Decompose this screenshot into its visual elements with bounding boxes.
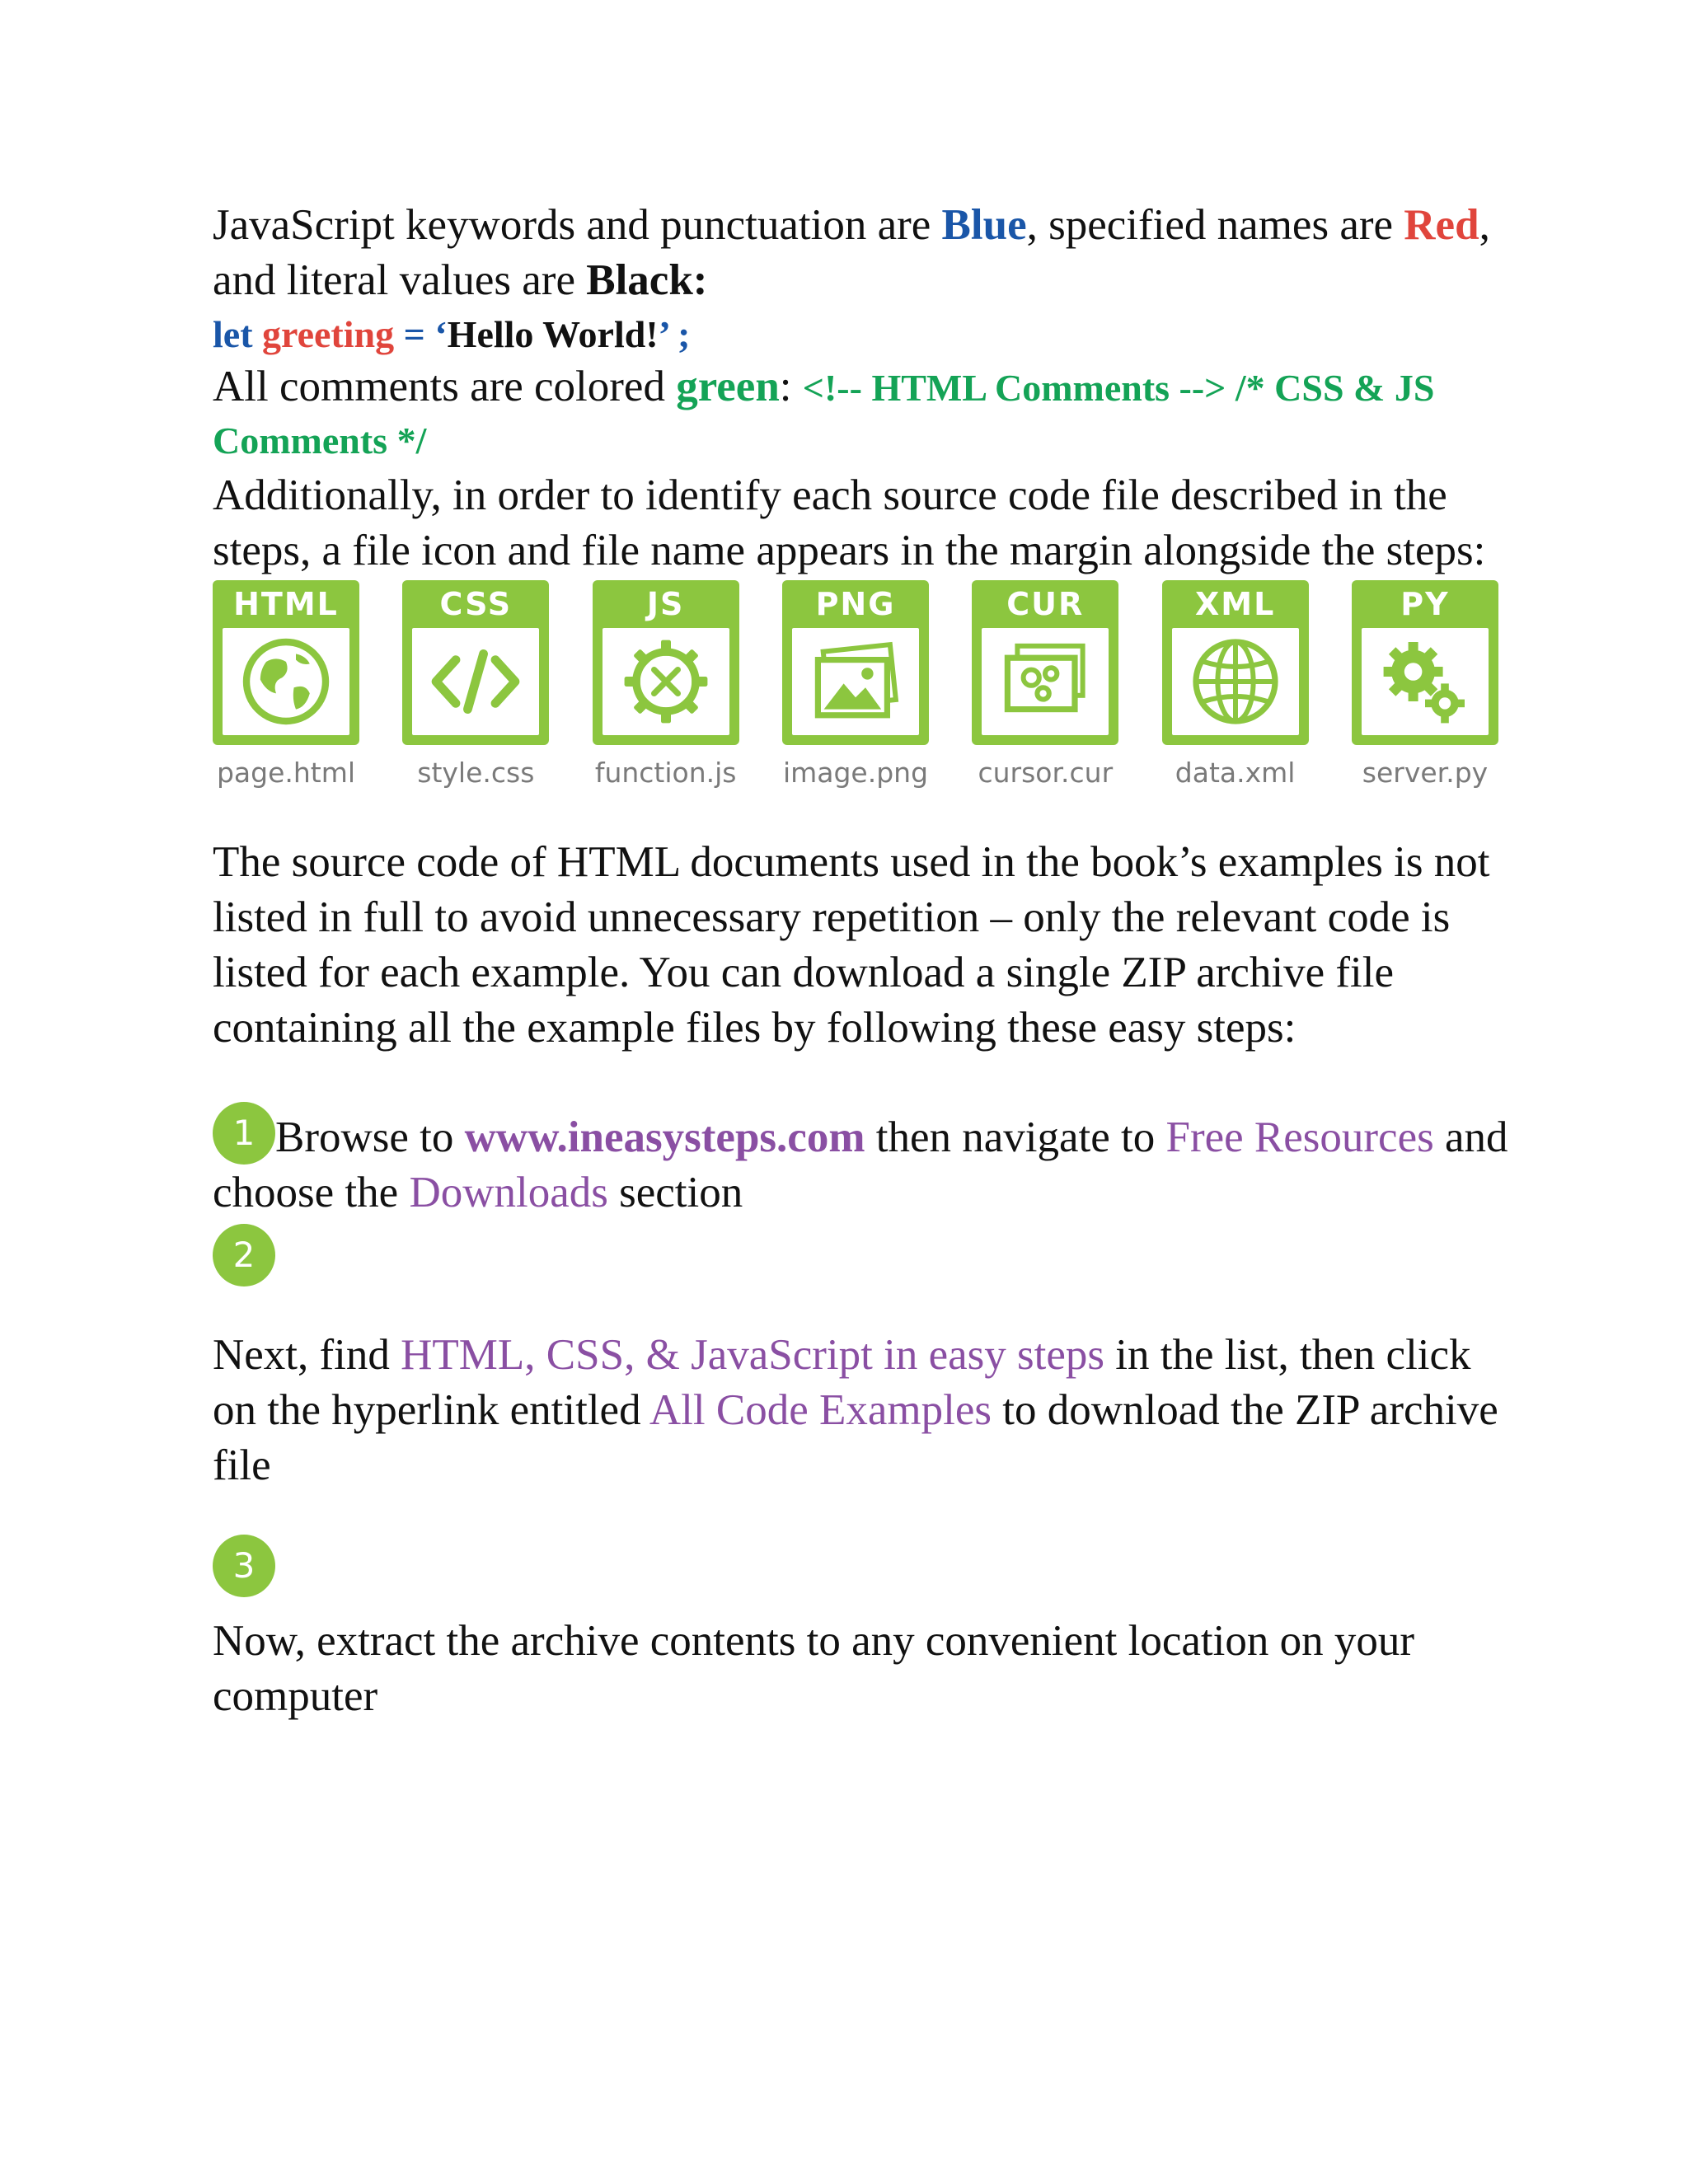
file-name: style.css — [417, 757, 535, 789]
file-name: server.py — [1362, 757, 1489, 789]
file-ext-label: PNG — [815, 586, 896, 622]
globe-grid-icon — [1186, 632, 1285, 731]
file-icon-png — [782, 580, 929, 789]
file-icon-xml — [1162, 580, 1309, 789]
step-number-badge: 1 — [213, 1102, 275, 1165]
step-text: to download the ZIP archive file — [213, 1386, 1498, 1489]
file-name: data.xml — [1175, 757, 1296, 789]
code-literal: Hello World! — [447, 313, 659, 355]
file-badge — [213, 580, 359, 745]
green-word: green — [676, 363, 780, 410]
comments-colon: : — [779, 363, 792, 410]
document-page — [213, 198, 1515, 1724]
file-name: page.html — [216, 757, 356, 789]
black-word: Black: — [586, 256, 708, 304]
gear-tools-icon — [617, 632, 715, 731]
file-ext-label: HTML — [233, 586, 339, 622]
step-text: Next, find — [213, 1331, 401, 1379]
file-icon-html — [213, 580, 359, 789]
file-icons-row — [213, 580, 1498, 789]
file-ext-label: PY — [1400, 586, 1450, 622]
blue-word: Blue — [941, 201, 1027, 249]
file-name: image.png — [782, 757, 929, 789]
source-paragraph: The source code of HTML documents used in the book’s examples is not listed in full to avoid unnecessary repetition – only the relevant code is listed for each example. You can download a single ZIP archive file containing all the example files by following these easy steps: — [213, 838, 1490, 1052]
gears-icon — [1376, 632, 1475, 731]
step-text: Browse to — [275, 1113, 465, 1161]
comments-text: All comments are colored — [213, 363, 677, 410]
code-semicolon: ; — [678, 313, 691, 355]
intro-paragraph — [213, 198, 1515, 308]
code-equals: = — [403, 313, 425, 355]
downloads-link[interactable]: Downloads — [409, 1169, 608, 1216]
code-sample-line — [213, 310, 1515, 359]
file-name: cursor.cur — [978, 757, 1114, 789]
file-ext-label: XML — [1194, 586, 1276, 622]
file-icon-cur — [972, 580, 1118, 789]
file-badge — [1352, 580, 1498, 745]
intro-text: , specified names are — [1026, 201, 1404, 249]
file-name: function.js — [594, 757, 737, 789]
website-link[interactable]: www.ineasysteps.com — [464, 1113, 865, 1161]
file-badge — [402, 580, 549, 745]
step-1 — [213, 1102, 1515, 1221]
step-text: and choose the — [213, 1113, 1508, 1216]
code-quote-close: ’ — [658, 313, 668, 355]
step-text: in the list, then click on the hyperlink entitled — [213, 1331, 1471, 1434]
step-number-badge: 3 — [213, 1535, 275, 1597]
red-word: Red — [1404, 201, 1479, 249]
file-badge — [782, 580, 929, 745]
step-3 — [213, 1535, 1515, 1724]
globe-icon — [237, 632, 335, 731]
free-resources-link[interactable]: Free Resources — [1165, 1113, 1434, 1161]
step-text: then navigate to — [865, 1113, 1166, 1161]
file-badge — [1162, 580, 1309, 745]
comment-sample: <!-- HTML Comments --> /* CSS & JS Comments */ — [213, 367, 1435, 462]
file-icon-py — [1352, 580, 1498, 789]
comments-paragraph — [213, 361, 1515, 466]
step-text: Now, extract the archive contents to any convenient location on your computer — [213, 1617, 1414, 1720]
file-ext-label: CSS — [439, 586, 513, 622]
intro-text: , and literal values are — [213, 201, 1490, 304]
all-code-examples-link[interactable]: All Code Examples — [649, 1386, 992, 1434]
cursor-screen-icon — [996, 632, 1095, 731]
code-name: greeting — [262, 313, 395, 355]
file-badge — [972, 580, 1118, 745]
step-text: section — [607, 1169, 743, 1216]
picture-icon — [806, 632, 905, 731]
book-title-link[interactable]: HTML, CSS, & JavaScript in easy steps — [401, 1331, 1105, 1379]
intro-text: JavaScript keywords and punctuation are — [213, 201, 942, 249]
code-quote-open: ‘ — [434, 313, 448, 355]
step-2 — [213, 1224, 1515, 1493]
additional-paragraph: Additionally, in order to identify each source code file described in the steps, a file icon and file name appears in the margin alongside the steps: — [213, 471, 1486, 574]
code-brackets-icon — [426, 632, 525, 731]
step-number-badge: 2 — [213, 1224, 275, 1286]
file-badge — [593, 580, 739, 745]
code-keyword: let — [213, 313, 253, 355]
file-ext-label: JS — [646, 586, 685, 622]
file-ext-label: CUR — [1006, 586, 1085, 622]
file-icon-css — [402, 580, 549, 789]
file-icon-js — [593, 580, 739, 789]
